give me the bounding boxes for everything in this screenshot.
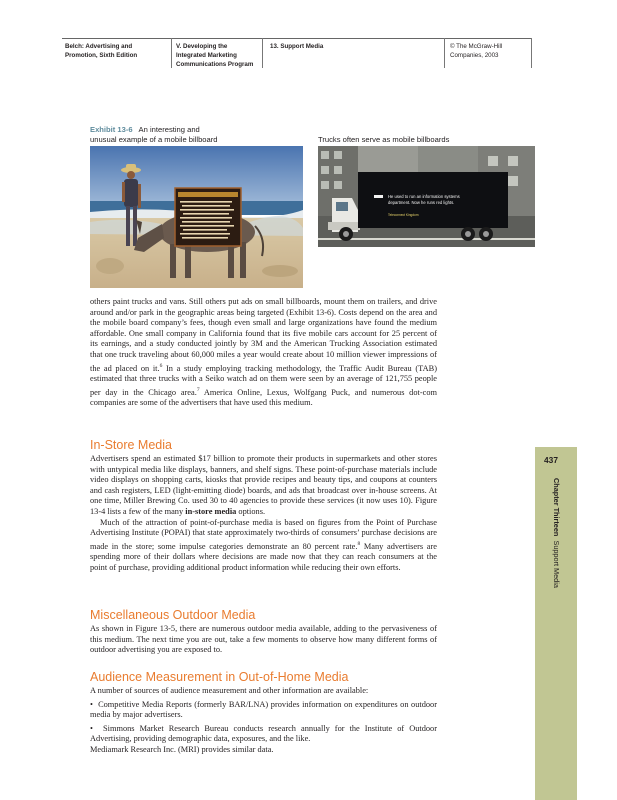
chapter-number: Chapter Thirteen	[552, 478, 561, 537]
chapter-title: Support Media	[552, 540, 561, 588]
truck-billboard-photo	[318, 146, 535, 247]
heading-in-store-media: In-Store Media	[90, 438, 172, 452]
exhibit-number: Exhibit 13-6	[90, 125, 133, 134]
paragraph: A number of sources of audience measurement and other information are available:	[90, 686, 369, 695]
paragraph: Advertisers spend an estimated $17 billion to promote their products in supermarkets and other stores with untypical media like displays, banners, and shelf signs. These point-of-purchase materials include video displays on shopping carts, kiosks that provide recipes and beauty tips, and coupons at counters and cash registers, LED (light-emitting diode) boards, and ads that broadcast over in-house screens. At one time, Miller Brewing Co. used 30 to 40 agencies to provide these services (it now uses 10). Figure 13-4 lists a few of the many in-store media options.	[90, 454, 437, 516]
in-store-section	[90, 454, 437, 573]
misc-outdoor-section	[90, 624, 437, 656]
footnote-ref[interactable]: 8	[357, 540, 361, 547]
intro-paragraph: others paint trucks and vans. Still others put ads on small billboards, mount them on trailers, and drive around and/or park in the geographic areas being targeted (Exhibit 13-6). Costs depend on the area and the mobile board company’s fees, though even small and large organizations have found the medium affordable. One small company in California found that its five mobile cars account for 25 percent of its earnings, and a study conducted jointly by 3M and the American Trucking Association estimated that one truck traveling about 60,000 miles a year would create about 10 million viewer impressions of the ad placed on it.$^6$ In a study employing tracking methodology, the Traffic Audit Bureau (TAB) estimated that three trucks with a Seiko watch ad on them were seen by an average of 121,755 people per day in the Chicago area.$^7$ America Online, Lexus, Wolfgang Puck, and numerous dot-com companies are some of the advertisers that have used this medium.	[90, 297, 437, 407]
audience-section	[90, 686, 437, 756]
truck-ad-line-1: He used to run an information systems	[388, 194, 460, 199]
donkey-billboard-image	[90, 146, 303, 288]
header-chapter: 13. Support Media	[270, 43, 324, 50]
heading-misc-outdoor-media: Miscellaneous Outdoor Media	[90, 608, 256, 622]
header-part: V. Developing the Integrated Marketing Communications Program	[176, 43, 254, 68]
footnote-ref[interactable]: 7	[196, 386, 200, 393]
heading-audience-measurement: Audience Measurement in Out-of-Home Media	[90, 670, 349, 684]
key-term: in-store media	[185, 506, 237, 516]
paragraph: As shown in Figure 13-5, there are numerous outdoor media available, adding to the pervasiveness of this medium. The next time you are out, take a few moments to observe how many different forms of outdoor advertising you are exposed to.	[90, 624, 437, 655]
footnote-ref[interactable]: 6	[159, 362, 163, 369]
truck-billboard-image	[318, 146, 535, 247]
truck-photo-caption: Trucks often serve as mobile billboards	[318, 135, 450, 144]
header-divider	[531, 38, 532, 68]
exhibit-13-6-caption: Exhibit 13-6 An interesting and unusual example of a mobile billboard	[90, 125, 218, 144]
chapter-tab-label	[552, 478, 561, 618]
header-divider	[444, 38, 445, 68]
header-copyright: © The McGraw-Hill Companies, 2003	[450, 43, 503, 59]
bullet-item: • Simmons Market Research Bureau conducts research annually for the Institute of Outdoor Advertising, providing demographic data, exposures, and the like. Mediamark Research Inc. (MRI) provides similar data.	[90, 723, 437, 754]
header-divider	[262, 38, 263, 68]
donkey-billboard-photo	[90, 146, 303, 288]
truck-ad-line-3: Teleconnect Kingdom	[388, 213, 419, 217]
paragraph: Much of the attraction of point-of-purchase media is based on figures from the Point of Purchase Advertising Institute (POPAI) that state approximately two-thirds of consumers’ purchase decisions are made in the store; some impulse categories demonstrate an 80 percent rate.$^8$ Many advertisers are spending more of their dollars where decisions are made now that they can reach consumers at the point of purchase, providing additional product information while reducing their own efforts.	[90, 517, 437, 572]
page-number: 437	[544, 455, 558, 465]
bullet-item: • Competitive Media Reports (formerly BAR/LNA) provides information on expenditures on outdoor media by major advertisers.	[90, 699, 438, 720]
running-header	[62, 38, 532, 74]
truck-ad-line-2: department. Now he runs red lights.	[388, 200, 455, 205]
header-book-title: Belch: Advertising and Promotion, Sixth Edition	[65, 43, 138, 59]
header-divider	[171, 38, 172, 68]
